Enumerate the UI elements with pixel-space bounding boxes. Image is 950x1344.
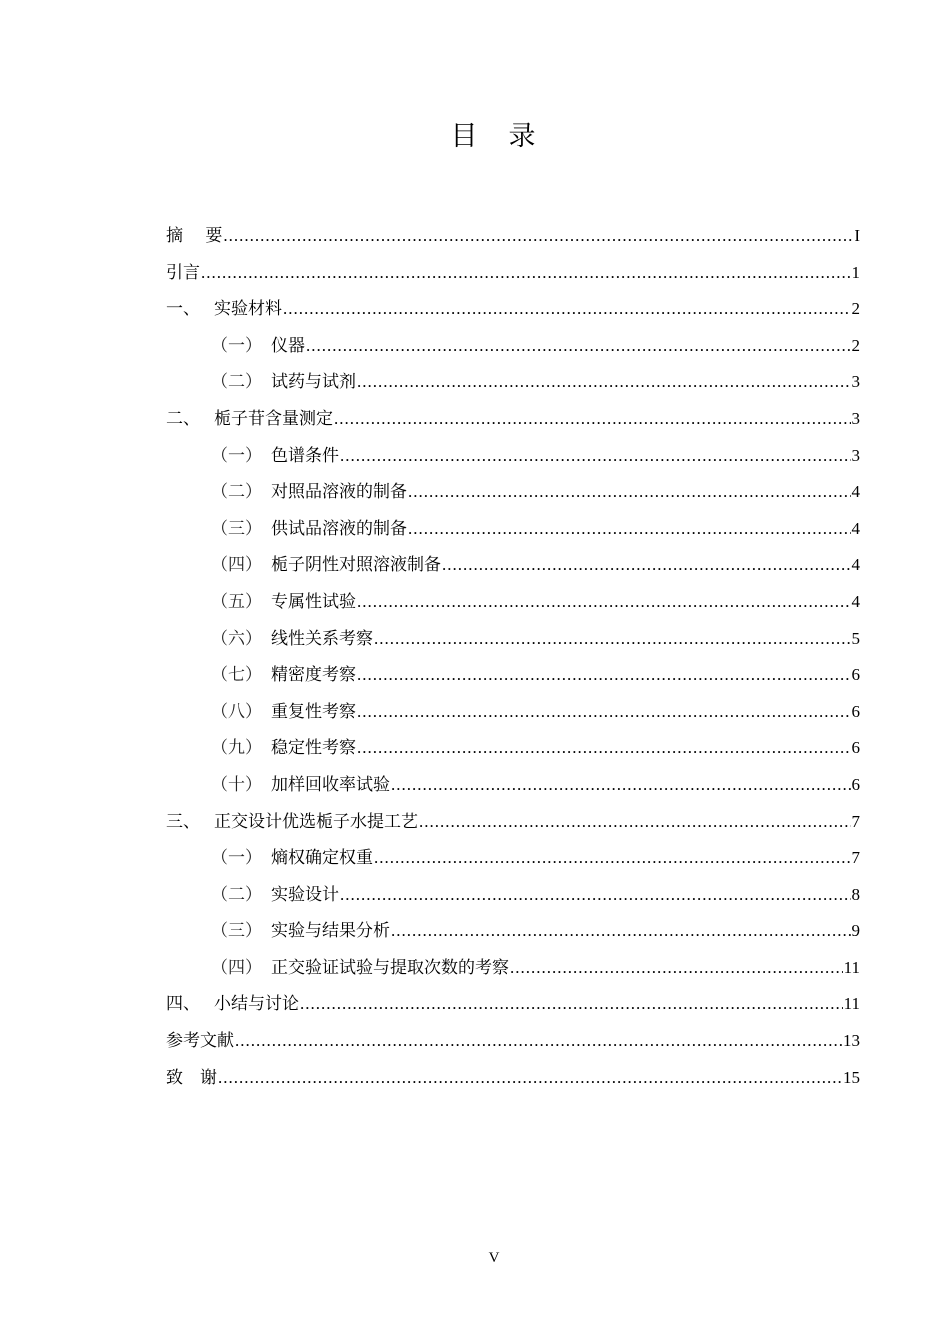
toc-entry-label: 精密度考察 [271, 665, 356, 686]
toc-entry-label: 重复性考察 [271, 701, 356, 722]
dot-leader [357, 584, 851, 621]
dot-leader [374, 621, 851, 658]
toc-subentry-2-7[interactable] [166, 657, 860, 694]
toc-subentry-2-2[interactable] [166, 474, 860, 511]
dot-leader [340, 438, 851, 475]
toc-entry-page: 3 [851, 372, 860, 392]
toc-entry-section-3[interactable] [166, 804, 860, 841]
dot-leader [391, 913, 851, 950]
dot-leader [300, 986, 843, 1023]
toc-entry-page: 4 [851, 555, 860, 575]
toc-entry-introduction[interactable] [166, 255, 860, 292]
toc-entry-page: 11 [843, 994, 860, 1014]
toc-entry-label: 实验设计 [271, 884, 339, 905]
toc-entry-number: （三） [211, 921, 262, 942]
toc-entry-number: 四、 [166, 994, 200, 1015]
toc-entry-label: 参考文献 [166, 1031, 234, 1052]
toc-entry-section-4[interactable] [166, 986, 860, 1023]
dot-leader [235, 1023, 842, 1060]
toc-entry-label: 实验材料 [214, 299, 282, 320]
toc-subentry-3-1[interactable] [166, 840, 860, 877]
toc-entry-section-2[interactable] [166, 401, 860, 438]
toc-entry-label: 仪器 [271, 335, 305, 356]
toc-entry-page: 9 [851, 921, 860, 941]
toc-entry-page: 7 [851, 848, 860, 868]
dot-leader [334, 401, 851, 438]
toc-entry-page: I [854, 226, 860, 245]
toc-entry-page: 4 [851, 482, 860, 502]
toc-subentry-3-4[interactable] [166, 950, 860, 987]
toc-entry-number: （二） [211, 884, 262, 905]
toc-entry-number: （二） [211, 372, 262, 393]
toc-entry-label: 对照品溶液的制备 [271, 482, 407, 503]
toc-entry-label: 引言 [166, 262, 200, 283]
toc-entry-label: 致 谢 [166, 1067, 217, 1088]
dot-leader [357, 657, 851, 694]
toc-subentry-3-2[interactable] [166, 877, 860, 914]
toc-entry-page: 4 [851, 518, 860, 538]
dot-leader [442, 547, 851, 584]
toc-entry-page: 8 [851, 884, 860, 904]
dot-leader [419, 804, 851, 841]
table-of-contents [166, 218, 860, 1096]
toc-entry-page: 3 [851, 408, 860, 428]
toc-entry-page: 7 [851, 811, 860, 831]
toc-subentry-1-1[interactable] [166, 328, 860, 365]
toc-entry-label: 稳定性考察 [271, 738, 356, 759]
toc-entry-number: （六） [211, 628, 262, 649]
toc-entry-label: 熵权确定权重 [271, 848, 373, 869]
toc-entry-page: 5 [851, 628, 860, 648]
toc-entry-number: （九） [211, 738, 262, 759]
toc-entry-page: 1 [851, 262, 860, 282]
dot-leader [283, 291, 851, 328]
toc-subentry-2-10[interactable] [166, 767, 860, 804]
toc-entry-page: 2 [851, 335, 860, 355]
toc-entry-label: 栀子苷含量测定 [214, 408, 333, 429]
toc-entry-number: （一） [211, 848, 262, 869]
toc-subentry-2-8[interactable] [166, 694, 860, 731]
toc-entry-label: 线性关系考察 [271, 628, 373, 649]
toc-entry-page: 6 [851, 701, 860, 721]
toc-entry-label: 小结与讨论 [214, 994, 299, 1015]
toc-entry-label: 供试品溶液的制备 [271, 518, 407, 539]
toc-entry-abstract[interactable] [166, 218, 860, 255]
toc-subentry-2-5[interactable] [166, 584, 860, 621]
page-title: 目 录 [450, 121, 538, 152]
dot-leader [510, 950, 843, 987]
toc-entry-number: （一） [211, 445, 262, 466]
toc-subentry-2-1[interactable] [166, 438, 860, 475]
toc-subentry-2-6[interactable] [166, 621, 860, 658]
toc-entry-label: 正交设计优选栀子水提工艺 [214, 811, 418, 832]
dot-leader [357, 730, 851, 767]
toc-entry-number: （四） [211, 555, 262, 576]
toc-entry-label: 正交验证试验与提取次数的考察 [271, 957, 509, 978]
toc-entry-page: 4 [851, 591, 860, 611]
page-number-footer: V [488, 1250, 500, 1266]
toc-entry-number: 一、 [166, 299, 200, 320]
toc-entry-number: （一） [211, 335, 262, 356]
toc-entry-label: 加样回收率试验 [271, 774, 390, 795]
dot-leader [357, 364, 851, 401]
toc-entry-number: （五） [211, 591, 262, 612]
toc-entry-label: 专属性试验 [271, 591, 356, 612]
toc-entry-label: 栀子阴性对照溶液制备 [271, 555, 441, 576]
toc-entry-number: 三、 [166, 811, 200, 832]
toc-entry-acknowledgements[interactable] [166, 1060, 860, 1097]
toc-entry-number: （四） [211, 957, 262, 978]
toc-entry-label: 试药与试剂 [271, 372, 356, 393]
toc-entry-page: 6 [851, 738, 860, 758]
toc-entry-number: （十） [211, 774, 262, 795]
toc-entry-label: 色谱条件 [271, 445, 339, 466]
toc-entry-label: 摘 要 [166, 226, 223, 246]
toc-entry-number: 二、 [166, 408, 200, 429]
dot-leader [408, 474, 851, 511]
toc-entry-label: 实验与结果分析 [271, 921, 390, 942]
dot-leader [223, 218, 853, 255]
toc-entry-page: 6 [851, 774, 860, 794]
dot-leader [391, 767, 851, 804]
toc-entry-number: （七） [211, 665, 262, 686]
dot-leader [374, 840, 851, 877]
dot-leader [357, 694, 851, 731]
toc-subentry-2-4[interactable] [166, 547, 860, 584]
toc-subentry-3-3[interactable] [166, 913, 860, 950]
dot-leader [408, 511, 851, 548]
toc-entry-page: 6 [851, 665, 860, 685]
toc-entry-number: （二） [211, 482, 262, 503]
dot-leader [340, 877, 851, 914]
toc-subentry-1-2[interactable] [166, 364, 860, 401]
toc-entry-number: （八） [211, 701, 262, 722]
dot-leader [306, 328, 851, 365]
toc-entry-page: 11 [843, 957, 860, 977]
toc-entry-references[interactable] [166, 1023, 860, 1060]
toc-entry-page: 15 [843, 1067, 860, 1087]
toc-subentry-2-3[interactable] [166, 511, 860, 548]
toc-entry-page: 3 [851, 445, 860, 465]
dot-leader [201, 255, 851, 292]
toc-subentry-2-9[interactable] [166, 730, 860, 767]
dot-leader [218, 1060, 842, 1097]
toc-entry-page: 2 [851, 299, 860, 319]
toc-entry-number: （三） [211, 518, 262, 539]
toc-entry-section-1[interactable] [166, 291, 860, 328]
toc-entry-page: 13 [843, 1031, 860, 1051]
